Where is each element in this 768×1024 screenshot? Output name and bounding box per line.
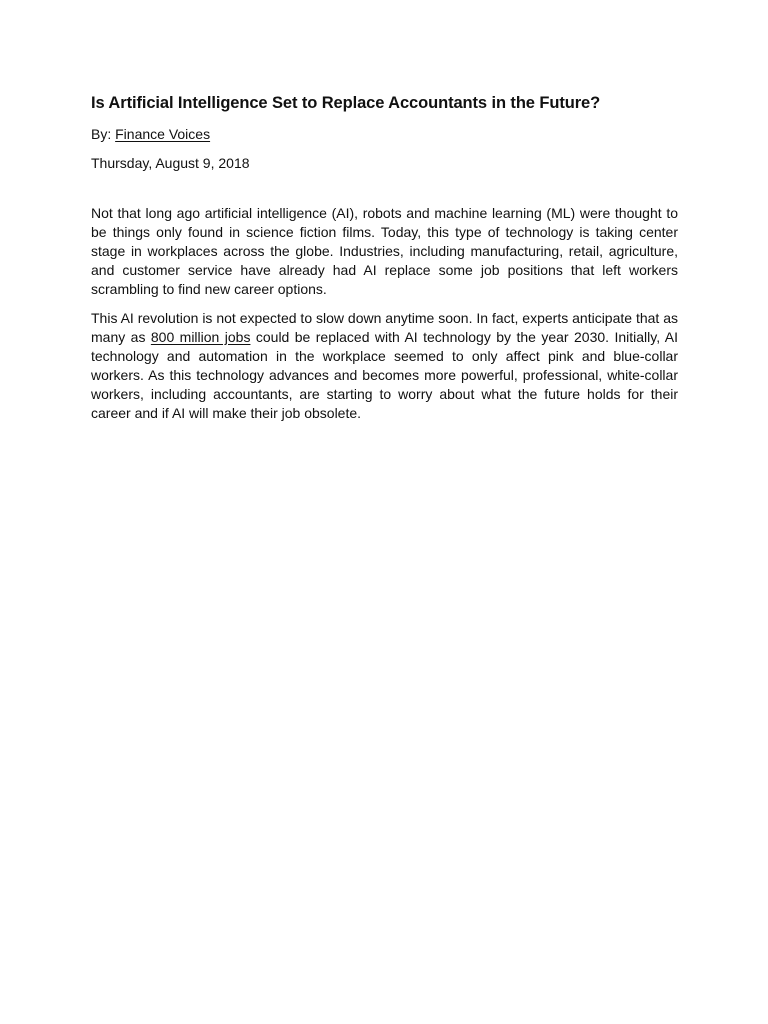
byline	[91, 125, 678, 143]
paragraph-2	[91, 309, 678, 423]
paragraph-2-text-before: This AI revolution is not expected to slow down anytime soon. In fact, experts anticipate that as many as	[91, 310, 678, 345]
jobs-stat-link[interactable]: 800 million jobs	[150, 329, 251, 345]
article-title: Is Artificial Intelligence Set to Replace Accountants in the Future?	[91, 94, 601, 112]
document-page	[91, 92, 678, 423]
publish-date: Thursday, August 9, 2018	[91, 155, 250, 171]
paragraph-1: Not that long ago artificial intelligence (AI), robots and machine learning (ML) were thought to be things only found in science fiction films. Today, this type of technology is taking center stage in workplaces across the globe. Industries, including manufacturing, retail, agriculture, and customer service have already had AI replace some job positions that left workers scrambling to find new career options.	[91, 205, 678, 297]
paragraph-2-text-after: could be replaced with AI technology by the year 2030. Initially, AI technology and automation in the workplace seemed to only affect pink and blue-collar workers. As this technology advances and becomes more powerful, professional, white-collar workers, including accountants, are starting to worry about what the future holds for their career and if AI will make their job obsolete.	[91, 329, 678, 421]
author-link[interactable]: Finance Voices	[115, 126, 211, 142]
byline-prefix: By:	[91, 126, 116, 142]
